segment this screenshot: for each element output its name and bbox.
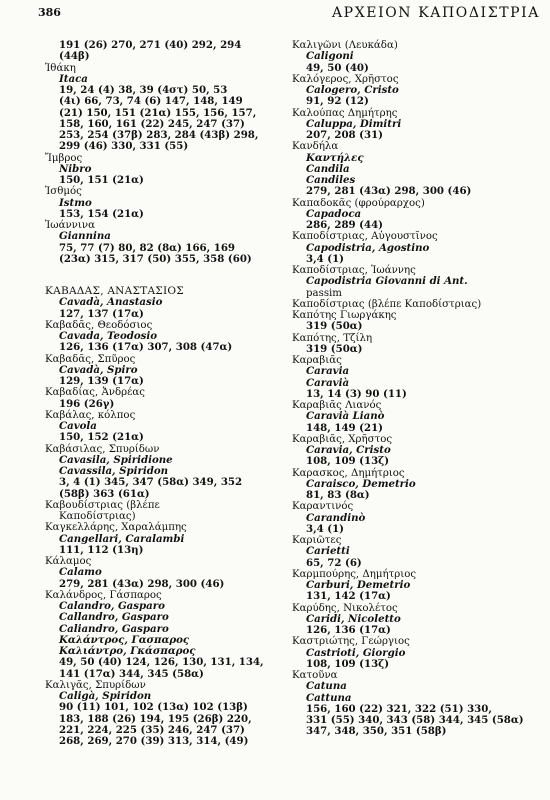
- index-line: Καλάνδρος, Γάσπαρος: [45, 589, 162, 601]
- index-line: Caridi, Nicoletto: [306, 612, 401, 625]
- index-line: Caluppa, Dimitri: [306, 117, 402, 130]
- index-line: Καλιγᾶς, Σπυρίδων: [45, 679, 146, 691]
- index-line: Καρασκος, Δημήτριος: [292, 467, 405, 479]
- index-line: Cavasila, Spiridione: [59, 453, 173, 466]
- index-line: Istmo: [59, 196, 92, 209]
- index-line: 108, 109 (13ζ): [306, 657, 390, 670]
- index-line: Caravià: [306, 376, 350, 389]
- index-line: Καβαδίας, Ἀνδρέας: [45, 387, 145, 399]
- index-line: (23α) 315, 317 (50) 355, 358 (60): [59, 252, 252, 265]
- index-line: Καριῶτες: [292, 535, 342, 546]
- index-line: Καστριώτης, Γεώργιος: [292, 636, 410, 648]
- index-line: Cavadà, Spiro: [59, 363, 138, 376]
- index-line: Κατοῦνα: [292, 670, 338, 681]
- index-column-left: [45, 40, 285, 747]
- index-line: Ἰσθμός: [45, 186, 82, 198]
- index-line: Caravia: [306, 365, 350, 378]
- index-line: Carietti: [306, 545, 350, 558]
- index-line: Catuna: [306, 680, 347, 693]
- index-line: 158, 160, 161 (22) 245, 247 (37): [59, 117, 245, 130]
- index-line: Καρύδης, Νικολέτος: [292, 602, 398, 614]
- index-line: 253, 254 (37β) 283, 284 (43β) 298,: [59, 129, 259, 141]
- index-line: Καραβιᾶς Λιανός: [292, 400, 382, 411]
- index-line: Calamo: [59, 566, 102, 579]
- index-line: Καλούπας Δημήτρης: [292, 107, 398, 119]
- index-line: 91, 92 (12): [306, 95, 369, 108]
- index-line: 111, 112 (13η): [59, 543, 144, 556]
- index-line: Καλόγερος, Χρῆστος: [292, 73, 399, 85]
- index-line: Candila: [306, 162, 350, 175]
- index-line: 49, 50 (40) 124, 126, 130, 131, 134,: [59, 656, 264, 669]
- index-line: Καραντινός: [292, 501, 354, 513]
- index-line: Giannina: [59, 230, 111, 243]
- index-line: 153, 154 (21α): [59, 207, 144, 220]
- index-line: 75, 77 (7) 80, 82 (8α) 166, 169: [59, 241, 236, 254]
- index-line: 286, 289 (44): [306, 219, 383, 231]
- index-line: Caligoni: [306, 50, 354, 63]
- index-line: 3, 4 (1) 345, 347 (58α) 349, 352: [59, 476, 243, 489]
- index-line: Καποδίστριας, Ἰωάννης: [292, 265, 416, 276]
- index-line: Carburi, Demetrio: [306, 579, 411, 591]
- index-line: (44β): [59, 50, 90, 63]
- index-line: 221, 224, 225 (35) 246, 247 (37): [59, 723, 245, 736]
- index-line: 3,4 (1): [306, 252, 344, 265]
- index-line: 126, 136 (17α): [306, 624, 391, 636]
- index-line: Candiles: [306, 174, 356, 186]
- index-line: Cavola: [59, 420, 97, 432]
- index-line: 65, 72 (6): [306, 556, 362, 569]
- index-line: Nibro: [59, 162, 92, 175]
- index-line: 299 (46) 330, 331 (55): [59, 140, 189, 153]
- index-line: 129, 139 (17α): [59, 375, 144, 387]
- index-line: Ἰθάκη: [45, 62, 76, 74]
- index-line: Καλιάντρο, Γκάσπαρος: [59, 645, 196, 657]
- spacer: [45, 265, 285, 286]
- index-line: 126, 136 (17α) 307, 308 (47α): [59, 341, 233, 354]
- index-line: Ἰωάννινα: [45, 220, 95, 231]
- index-line: 196 (26γ): [59, 397, 115, 410]
- index-line: Καποδίστριας (βλέπε Καποδίστριας): [292, 298, 482, 310]
- index-line: 141 (17α) 344, 345 (58α): [59, 667, 204, 680]
- index-line: Καντήλες: [306, 151, 364, 164]
- index-line: 150, 151 (21α): [59, 174, 144, 186]
- index-line: Ἴμβρος: [45, 152, 83, 164]
- index-line: 108, 109 (13ζ): [306, 455, 390, 468]
- index-line: Κάλαμος: [45, 556, 92, 567]
- index-line: 49, 50 (40): [306, 61, 369, 74]
- index-line: Caliandro, Gasparo: [59, 622, 169, 635]
- index-line: 191 (26) 270, 271 (40) 292, 294: [59, 39, 242, 51]
- index-line: 150, 152 (21α): [59, 431, 144, 444]
- index-line: Καραβιᾶς: [292, 355, 342, 366]
- index-line: 268, 269, 270 (39) 313, 314, (49): [59, 735, 249, 747]
- index-line: (21) 150, 151 (21α) 155, 156, 157,: [59, 106, 257, 119]
- index-line: Καβάσιλας, Σπυρίδων: [45, 443, 160, 455]
- index-line: Caravià Lianò: [306, 410, 385, 423]
- index-line: 90 (11) 101, 102 (13α) 102 (13β): [59, 701, 248, 714]
- index-line: Cattuna: [306, 691, 352, 704]
- index-line: 19, 24 (4) 38, 39 (4στ) 50, 53: [59, 84, 228, 96]
- index-line: 319 (50α): [306, 342, 363, 355]
- page-number: 386: [38, 6, 61, 19]
- index-line: (58β) 363 (61α): [59, 487, 150, 500]
- index-line: Itaca: [59, 72, 88, 85]
- index-line: 131, 142 (17α): [306, 590, 391, 603]
- index-line: 13, 14 (3) 90 (11): [306, 387, 407, 400]
- index-line: ΚΑΒΑΔΑΣ, ΑΝΑΣΤΑΣΙΟΣ: [45, 285, 184, 297]
- index-line: Cavassila, Spiridon: [59, 465, 169, 477]
- index-line: Καγκελλάρης, Χαραλάμπης: [45, 522, 187, 534]
- index-line: Καβάλας, κόλπος: [45, 409, 136, 421]
- index-line: Capodistria, Agostino: [306, 241, 430, 254]
- running-head: ΑΡΧΕΙΟΝ ΚΑΠΟΔΙΣΤΡΙΑ: [331, 5, 540, 21]
- index-line: 183, 188 (26) 194, 195 (26β) 220,: [59, 712, 252, 725]
- index-line: Καραβιᾶς, Χρῆστος: [292, 433, 393, 445]
- index-line: Cavadà, Anastasio: [59, 296, 163, 309]
- index-line: Καπότης, Τζίλη: [292, 332, 373, 344]
- index-line: Castrioti, Giorgio: [306, 646, 406, 659]
- index-line: Καπότης Γιωργάκης: [292, 310, 397, 321]
- index-line: Carandinò: [306, 511, 366, 524]
- index-line: Καλάντρος, Γασπαρος: [59, 633, 190, 646]
- index-line: 347, 348, 350, 351 (58β): [306, 725, 447, 738]
- index-line: passim: [306, 287, 342, 299]
- index-line: Callandro, Gasparo: [59, 611, 169, 624]
- index-line: 331 (55) 340, 343 (58) 344, 345 (58α): [306, 714, 524, 726]
- index-line: Καβαδᾶς, Σπῦρος: [45, 353, 136, 365]
- index-line: Καρμπούρης, Δημήτριος: [292, 568, 417, 580]
- index-line: Cavada, Teodosio: [59, 330, 158, 342]
- index-line: Calandro, Gasparo: [59, 600, 165, 612]
- index-line: (4ι) 66, 73, 74 (6) 147, 148, 149: [59, 95, 243, 108]
- index-line: Cangellari, Caralambi: [59, 532, 185, 545]
- index-line: Caligà, Spiridon: [59, 690, 152, 702]
- index-line: Caraisco, Demetrio: [306, 477, 416, 490]
- page-header: [0, 6, 550, 26]
- index-line: 148, 149 (21): [306, 421, 383, 434]
- index-line: Καβαδᾶς, Θεοδόσιος: [45, 319, 153, 331]
- index-line: Κανδήλα: [292, 141, 339, 153]
- index-line: 279, 281 (43α) 298, 300 (46): [306, 185, 472, 198]
- index-line: 3,4 (1): [306, 522, 344, 535]
- index-column-right: [292, 40, 547, 738]
- index-line: 127, 137 (17α): [59, 307, 144, 320]
- index-line: Caravia, Cristo: [306, 444, 391, 456]
- index-line: 156, 160 (22) 321, 322 (51) 330,: [306, 702, 492, 715]
- index-line: 207, 208 (31): [306, 129, 383, 141]
- index-line: 81, 83 (8α): [306, 489, 370, 501]
- index-line: Καποδίστριας, Αὐγουστῖνος: [292, 231, 438, 243]
- index-line: 319 (50α): [306, 320, 363, 333]
- index-line: Καποδίστριας): [59, 511, 136, 522]
- index-line: Καλιγῶνι (Λευκάδα): [292, 40, 398, 51]
- index-line: Capadoca: [306, 207, 362, 220]
- index-line: 279, 281 (43α) 298, 300 (46): [59, 577, 225, 590]
- index-line: Capodistria Giovanni di Ant.: [306, 275, 468, 288]
- index-line: Calogero, Cristo: [306, 84, 399, 96]
- index-line: Καβουδίστριας (βλέπε: [45, 499, 160, 511]
- index-line: Καπαδοκᾶς (φρούραρχος): [292, 197, 425, 209]
